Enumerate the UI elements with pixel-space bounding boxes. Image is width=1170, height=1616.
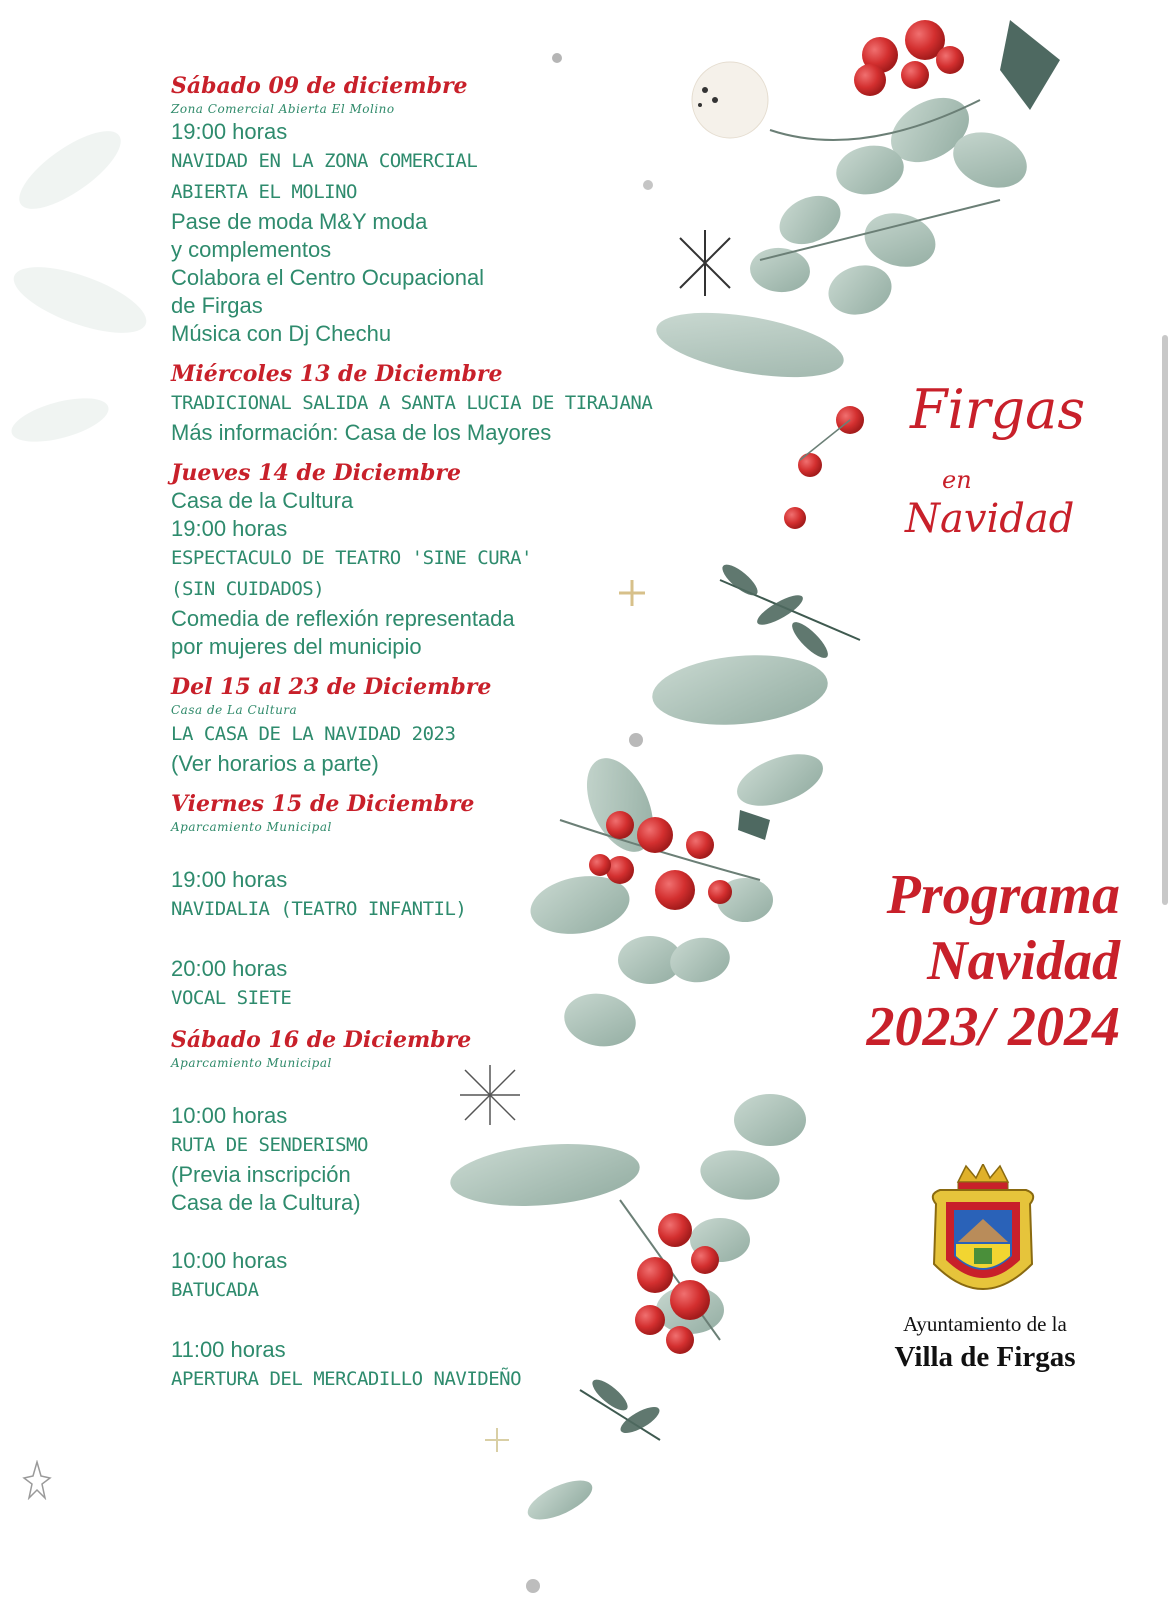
logo-line-1: Firgas: [910, 378, 1086, 441]
event-detail: (Ver horarios a parte): [171, 751, 379, 776]
event-detail: Música con Dj Chechu: [171, 321, 392, 346]
event-detail: 19:00 horas: [171, 867, 288, 892]
title-line-3: 2023/ 2024: [866, 996, 1120, 1058]
spacer: [171, 1306, 691, 1336]
event-date: Miércoles 13 de Diciembre: [171, 361, 503, 387]
event-location: Zona Comercial Abierta El Molino: [171, 102, 395, 116]
event-detail: Casa de la Cultura: [171, 488, 354, 513]
event-title: APERTURA DEL MERCADILLO NAVIDEÑO: [171, 1368, 522, 1390]
event-schedule: [171, 72, 691, 1395]
event-title: (SIN CUIDADOS): [171, 578, 325, 600]
event-detail: Casa de la Cultura): [171, 1190, 361, 1215]
event-detail: 10:00 horas: [171, 1103, 288, 1128]
logo-line-2: en: [942, 466, 972, 494]
event-title: BATUCADA: [171, 1279, 259, 1301]
event-block: [171, 72, 691, 348]
event-detail: Más información: Casa de los Mayores: [171, 420, 552, 445]
event-date: Sábado 09 de diciembre: [171, 73, 468, 99]
event-block: [171, 673, 691, 778]
event-detail: por mujeres del municipio: [171, 634, 422, 659]
event-detail: 10:00 horas: [171, 1248, 288, 1273]
event-detail: Comedia de reflexión representada: [171, 606, 515, 631]
event-title: VOCAL SIETE: [171, 987, 292, 1009]
event-block: [171, 459, 691, 661]
organization-line-1: Ayuntamiento de la: [903, 1312, 1067, 1336]
event-title: ABIERTA EL MOLINO: [171, 181, 357, 203]
event-location: Casa de La Cultura: [171, 703, 298, 717]
event-detail: 11:00 horas: [171, 1337, 286, 1362]
outline-star-icon: [22, 1460, 52, 1500]
title-line-1: Programa: [886, 864, 1120, 926]
event-detail: 20:00 horas: [171, 956, 288, 981]
event-detail: (Previa inscripción: [171, 1162, 351, 1187]
event-detail: Pase de moda M&Y moda: [171, 209, 428, 234]
event-detail: Colabora el Centro Ocupacional: [171, 265, 485, 290]
faint-leaves: [6, 118, 154, 451]
event-detail: 19:00 horas: [171, 516, 288, 541]
event-detail: de Firgas: [171, 293, 263, 318]
program-title: [760, 862, 1120, 1060]
title-line-2: Navidad: [927, 930, 1120, 992]
event-block: [171, 1026, 691, 1395]
event-title: RUTA DE SENDERISMO: [171, 1134, 368, 1156]
event-title: NAVIDALIA (TEATRO INFANTIL): [171, 898, 467, 920]
event-detail: 19:00 horas: [171, 119, 288, 144]
star-icon: [485, 1428, 509, 1452]
firgas-en-navidad-logo: [900, 378, 1100, 578]
event-title: LA CASA DE LA NAVIDAD 2023: [171, 723, 456, 745]
event-title: ESPECTACULO DE TEATRO 'SINE CURA': [171, 547, 532, 569]
event-date: Sábado 16 de Diciembre: [171, 1027, 472, 1053]
event-title: NAVIDAD EN LA ZONA COMERCIAL: [171, 150, 478, 172]
event-block: [171, 790, 691, 1014]
event-block: [171, 360, 691, 447]
event-date: Del 15 al 23 de Diciembre: [171, 674, 492, 700]
event-location: Aparcamiento Municipal: [171, 820, 332, 834]
event-title: TRADICIONAL SALIDA A SANTA LUCIA DE TIRAJANA: [171, 392, 653, 414]
event-detail: y complementos: [171, 237, 332, 262]
organization-line-2: Villa de Firgas: [894, 1341, 1076, 1373]
scrollbar[interactable]: [1162, 335, 1168, 905]
spacer: [171, 836, 691, 866]
event-date: Viernes 15 de Diciembre: [171, 791, 475, 817]
event-date: Jueves 14 de Diciembre: [171, 460, 461, 486]
coat-of-arms-icon: [928, 1164, 1038, 1304]
spacer: [171, 925, 691, 955]
spacer: [171, 1072, 691, 1102]
spacer: [171, 1217, 691, 1247]
event-location: Aparcamiento Municipal: [171, 1056, 332, 1070]
logo-line-3: Navidad: [905, 496, 1075, 542]
organization-signature: [860, 1310, 1110, 1376]
